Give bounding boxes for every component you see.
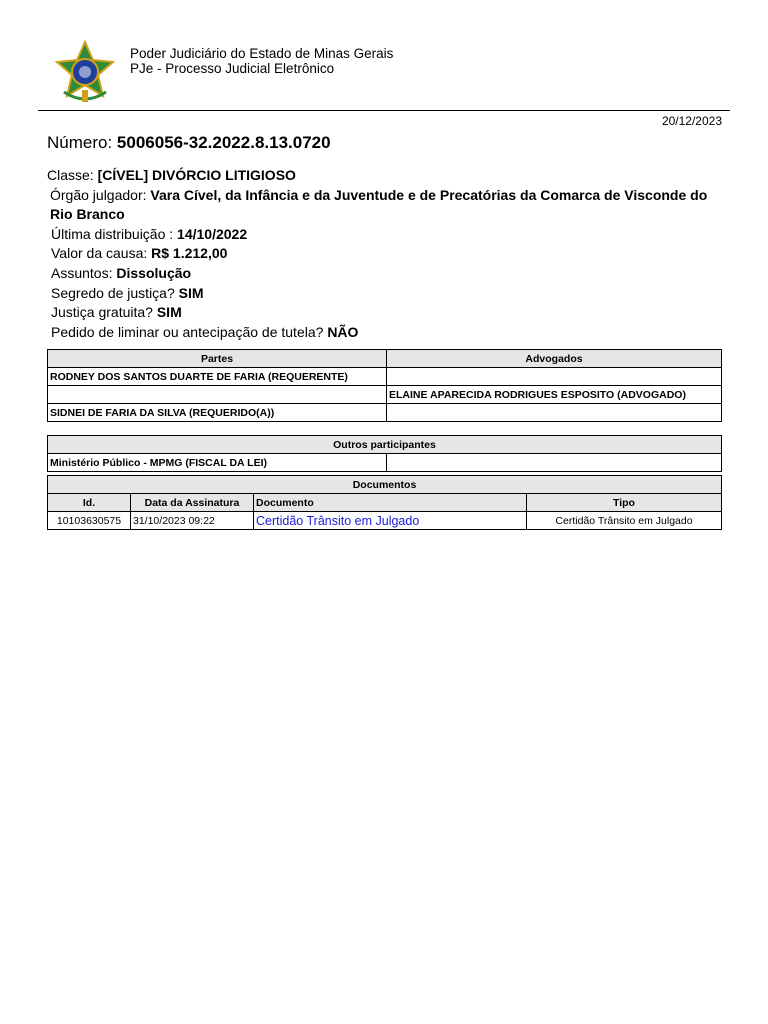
classe-value: [CÍVEL] DIVÓRCIO LITIGIOSO xyxy=(97,167,296,183)
orgao-value: Vara Cível, da Infância e da Juventude e de Precatórias da Comarca de Visconde do Rio Branco xyxy=(50,186,708,223)
advogado-cell: ELAINE APARECIDA RODRIGUES ESPOSITO (ADVOGADO) xyxy=(387,386,722,404)
segredo-row xyxy=(47,284,727,304)
liminar-value: NÃO xyxy=(327,323,359,340)
valor-value: R$ 1.212,00 xyxy=(151,245,228,262)
tipo-column-header: Tipo xyxy=(527,494,722,512)
parte-cell xyxy=(48,386,387,404)
advogados-column-header: Advogados xyxy=(387,350,722,368)
document-date-cell: 31/10/2023 09:22 xyxy=(131,512,254,530)
assuntos-row xyxy=(47,264,727,284)
outros-participantes-table xyxy=(47,435,722,472)
valor-label: Valor da causa: xyxy=(51,245,148,262)
classe-label: Classe: xyxy=(47,167,94,183)
document-link[interactable]: Certidão Trânsito em Julgado xyxy=(256,513,420,528)
assuntos-value: Dissolução xyxy=(116,264,192,281)
table-row xyxy=(48,512,722,530)
process-number-value: 5006056-32.2022.8.13.0720 xyxy=(116,133,331,152)
id-column-header: Id. xyxy=(48,494,131,512)
liminar-label: Pedido de liminar ou antecipação de tutela? xyxy=(51,323,324,340)
classe-row xyxy=(47,166,727,186)
partes-table xyxy=(47,349,722,422)
segredo-label: Segredo de justiça? xyxy=(51,284,175,301)
court-line-1: Poder Judiciário do Estado de Minas Gerais xyxy=(130,46,394,61)
document-id-cell: 10103630575 xyxy=(48,512,131,530)
distribuicao-row xyxy=(47,225,727,245)
table-row xyxy=(48,386,722,404)
process-number xyxy=(47,133,331,153)
document-type-cell: Certidão Trânsito em Julgado xyxy=(527,512,722,530)
document-header xyxy=(38,38,730,111)
distribuicao-label: Última distribuição : xyxy=(51,225,174,242)
assuntos-label: Assuntos: xyxy=(51,264,113,281)
gratuita-row xyxy=(47,303,727,323)
documentos-columns-row xyxy=(48,494,722,512)
coat-of-arms-icon xyxy=(52,40,118,106)
participante-cell: Ministério Público - MPMG (FISCAL DA LEI) xyxy=(48,454,387,472)
valor-row xyxy=(47,244,727,264)
documentos-title-row xyxy=(48,476,722,494)
documentos-table xyxy=(47,475,722,530)
segredo-value: SIM xyxy=(178,284,204,301)
gratuita-label: Justiça gratuita? xyxy=(51,304,153,321)
parte-cell: SIDNEI DE FARIA DA SILVA (REQUERIDO(A)) xyxy=(48,404,387,422)
court-name xyxy=(130,46,393,76)
process-number-label: Número: xyxy=(47,133,113,152)
outros-header-row xyxy=(48,436,722,454)
parte-cell: RODNEY DOS SANTOS DUARTE DE FARIA (REQUERENTE) xyxy=(48,368,387,386)
partes-header-row xyxy=(48,350,722,368)
advogado-cell xyxy=(387,368,722,386)
document-cell xyxy=(254,512,527,530)
gratuita-value: SIM xyxy=(156,304,182,321)
data-column-header: Data da Assinatura xyxy=(131,494,254,512)
documentos-header: Documentos xyxy=(48,476,722,494)
orgao-label: Órgão julgador: xyxy=(50,186,147,203)
process-info xyxy=(47,166,727,342)
orgao-row xyxy=(47,186,727,225)
document-date: 20/12/2023 xyxy=(661,114,722,128)
court-line-2: PJe - Processo Judicial Eletrônico xyxy=(130,61,335,76)
liminar-row xyxy=(47,323,727,343)
documento-column-header: Documento xyxy=(254,494,527,512)
participante-extra-cell xyxy=(387,454,722,472)
table-row xyxy=(48,368,722,386)
advogado-cell xyxy=(387,404,722,422)
table-row xyxy=(48,454,722,472)
outros-participantes-header: Outros participantes xyxy=(48,436,722,454)
partes-column-header: Partes xyxy=(48,350,387,368)
table-row xyxy=(48,404,722,422)
distribuicao-value: 14/10/2022 xyxy=(177,225,248,242)
